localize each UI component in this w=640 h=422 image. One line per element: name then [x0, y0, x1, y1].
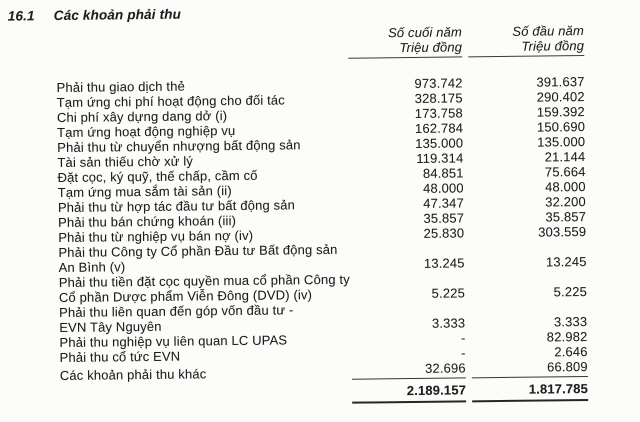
value-end-of-year: 13.245 [423, 255, 465, 271]
value-beginning-of-year: 135.000 [537, 134, 586, 150]
section-heading [8, 1, 636, 23]
table-header-row [56, 23, 584, 62]
value-beginning-of-year: 48.000 [544, 179, 586, 195]
row-label: Tạm ứng chi phí hoạt động cho đối tác [56, 92, 285, 111]
section-number: 16.1 [7, 8, 35, 24]
value-beginning-of-year: 82.982 [546, 329, 588, 345]
value-end-of-year: 5.225 [431, 285, 466, 301]
row-label: Phải thu từ hợp tác đầu tư bất động sản [57, 197, 296, 216]
value-end-of-year: 32.696 [352, 360, 466, 379]
row-label: Đặt cọc, ký quỹ, thế chấp, cầm cố [57, 167, 258, 186]
value-end-of-year: 3.333 [431, 315, 466, 331]
value-beginning-of-year: 150.690 [536, 119, 586, 135]
value-beginning-of-year: 35.857 [545, 209, 587, 225]
value-beginning-of-year: 66.809 [472, 359, 588, 378]
value-end-of-year: 84.851 [422, 165, 464, 181]
value-end-of-year: 48.000 [422, 180, 464, 196]
value-end-of-year: 162.784 [414, 120, 464, 136]
table-row [58, 239, 586, 275]
column-title: Số cuối năm [387, 24, 463, 41]
value-beginning-of-year: 159.392 [536, 104, 585, 120]
row-label: Phải thu tiền đặt cọc quyền mua cổ phần Công ty Cổ phần Dược phẩm Viễn Đông (DVD) (iv) [58, 271, 350, 306]
value-beginning-of-year: 13.245 [545, 254, 587, 270]
value-end-of-year: 47.347 [423, 195, 464, 211]
table-body [56, 74, 587, 383]
total-beginning-of-year: 1.817.785 [472, 381, 588, 402]
value-end-of-year: 35.857 [423, 210, 465, 226]
total-row [60, 381, 588, 407]
row-label: Phải thu liên quan đến góp vốn đầu tư - EVN Tây Nguyên [59, 302, 294, 336]
section-title: Các khoản phải thu [53, 6, 182, 24]
value-beginning-of-year: 75.664 [544, 164, 586, 180]
value-end-of-year: - [460, 330, 466, 346]
row-label: Phải thu Công ty Cổ phần Đầu tư Bất động sản An Bình (v) [58, 241, 338, 276]
value-beginning-of-year: 3.333 [553, 314, 588, 330]
row-label: Phải thu giao dịch thẻ [56, 78, 185, 96]
column-unit: Triệu đồng [521, 38, 585, 54]
receivables-table [56, 23, 588, 407]
value-beginning-of-year: 21.144 [544, 149, 586, 165]
row-label: Tài sản thiếu chờ xử lý [57, 153, 194, 171]
row-label: Tạm ứng hoạt động nghiệp vụ [56, 122, 236, 141]
value-end-of-year: 25.830 [423, 225, 465, 241]
column-title: Số đầu năm [512, 23, 585, 39]
column-header-end-of-year [348, 24, 462, 58]
value-beginning-of-year: 32.200 [545, 194, 586, 210]
value-end-of-year: 135.000 [415, 135, 464, 151]
row-label: Tạm ứng mua sắm tài sản (ii) [57, 183, 232, 201]
table-row [59, 269, 587, 305]
total-spacer [60, 404, 352, 407]
value-beginning-of-year: 290.402 [536, 89, 585, 105]
row-label: Phải thu bán chứng khoán (iii) [58, 212, 237, 231]
value-end-of-year: 119.314 [416, 150, 464, 166]
total-end-of-year: 2.189.157 [352, 382, 466, 403]
row-label: Phải thu từ nghiệp vụ bán nợ (iv) [58, 227, 254, 246]
row-label: Phải thu từ chuyển nhượng bất động sản [57, 137, 301, 156]
value-beginning-of-year: 303.559 [538, 224, 587, 240]
value-end-of-year: 173.758 [414, 105, 463, 121]
row-label: Phải thu cổ tức EVN [59, 348, 181, 366]
value-beginning-of-year: 5.225 [553, 284, 588, 300]
value-beginning-of-year: 391.637 [536, 74, 585, 90]
value-end-of-year: - [461, 345, 466, 361]
header-spacer [56, 59, 348, 62]
column-header-beginning-of-year [468, 23, 584, 57]
value-beginning-of-year: 2.646 [554, 344, 588, 360]
value-end-of-year: 328.175 [414, 90, 463, 106]
column-unit: Triệu đồng [399, 39, 463, 56]
row-label: Các khoản phải thu khác [59, 366, 207, 384]
row-label: Chi phí xây dựng dang dở (i) [56, 108, 228, 126]
value-end-of-year: 973.742 [414, 75, 463, 91]
row-label: Phải thu nghiệp vụ liên quan LC UPAS [59, 332, 288, 351]
